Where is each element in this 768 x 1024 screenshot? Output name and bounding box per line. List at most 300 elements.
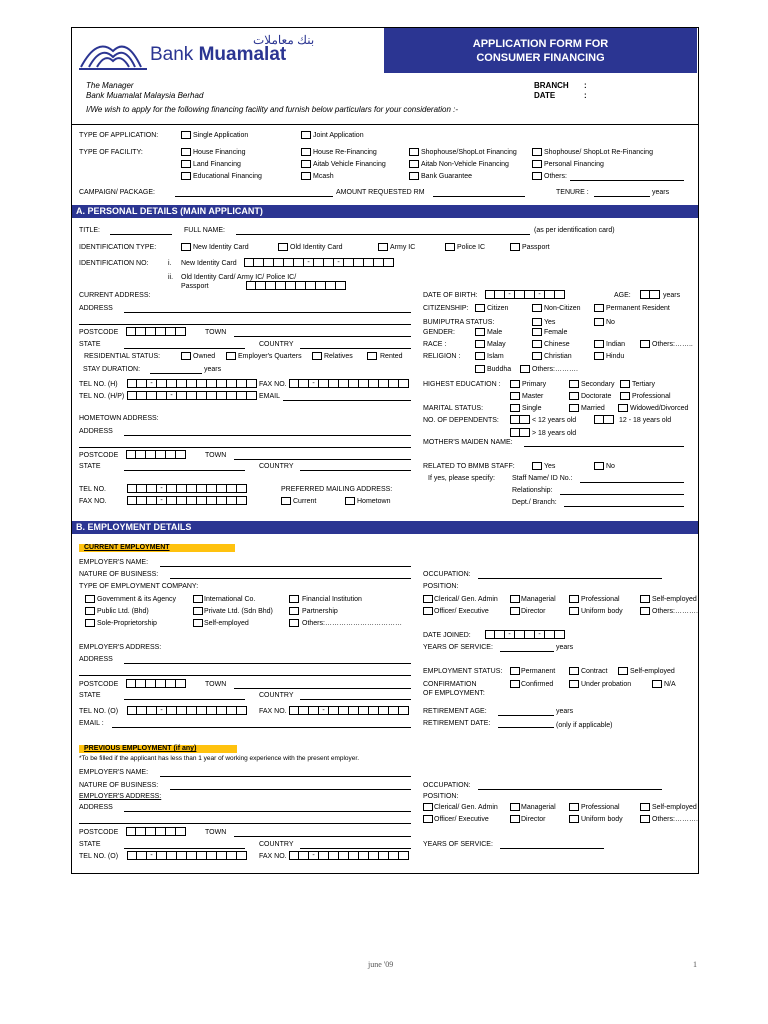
address-line-2[interactable] (79, 324, 411, 325)
email-input[interactable] (283, 400, 411, 401)
prev-years-service-label: YEARS OF SERVICE: (423, 841, 493, 848)
confirmed-label: Confirmed (521, 681, 554, 688)
prev-self-employed-label: Self-employed (652, 804, 697, 811)
employer-quarters-label: Employer's Quarters (238, 353, 302, 360)
house-refinancing-label: House Re-Financing (313, 149, 377, 156)
prev-employer-name-input[interactable] (160, 776, 411, 777)
police-ic-label: Police IC (457, 244, 486, 251)
dependents-lt12-box[interactable] (510, 415, 530, 424)
postcode-boxes[interactable] (126, 327, 186, 336)
prev-managerial-checkbox[interactable] (510, 803, 520, 811)
status-self-employed-checkbox[interactable] (618, 667, 628, 675)
prev-employer-name-label: EMPLOYER'S NAME: (79, 769, 149, 776)
hometown-address-label: HOMETOWN ADDRESS: (79, 415, 159, 422)
prev-postcode-label: POSTCODE (79, 829, 119, 836)
employer-address-line-2[interactable] (79, 675, 411, 676)
partnership-checkbox[interactable] (289, 607, 299, 615)
relatives-label: Relatives (324, 353, 353, 360)
new-ic-checkbox[interactable] (181, 243, 191, 251)
prev-position-others-label: Others:………. (652, 816, 698, 823)
prev-country-label: COUNTRY (259, 841, 294, 848)
na-checkbox[interactable] (652, 680, 662, 688)
position-others-checkbox[interactable] (640, 607, 650, 615)
chinese-checkbox[interactable] (532, 340, 542, 348)
rented-label: Rented (380, 353, 403, 360)
tel-h-label: TEL NO. (H) (79, 381, 118, 388)
staff-name-input[interactable] (580, 482, 684, 483)
mcash-checkbox[interactable] (301, 172, 311, 180)
footer-date: june '09 (368, 960, 394, 969)
hometown-town-input[interactable] (234, 459, 411, 460)
tel-hp-label: TEL NO. (H/P) (79, 393, 125, 400)
tenure-input[interactable] (594, 196, 650, 197)
race-label: RACE : (423, 341, 447, 348)
title-label: TITLE: (79, 227, 101, 234)
prev-town-label: TOWN (205, 829, 227, 836)
secondary-label: Secondary (581, 381, 615, 388)
edu-professional-label: Professional (632, 393, 671, 400)
facility-others-line[interactable] (570, 180, 684, 181)
employer-state-input[interactable] (124, 699, 245, 700)
dept-branch-input[interactable] (564, 506, 684, 507)
current-employment-header: CURRENT EMPLOYMENT (79, 544, 235, 552)
officer-label: Officer/ Executive (434, 608, 489, 615)
male-label: Male (487, 329, 503, 336)
prev-town-input[interactable] (234, 836, 411, 837)
maiden-name-input[interactable] (524, 446, 684, 447)
hometown-address-line-2[interactable] (79, 447, 411, 448)
amount-input[interactable] (433, 196, 525, 197)
religion-others-checkbox[interactable] (520, 365, 530, 373)
retirement-age-input[interactable] (498, 715, 554, 716)
title-input[interactable] (110, 234, 172, 235)
prev-tel-boxes[interactable]: - (127, 851, 247, 860)
employer-address-line-1[interactable] (124, 663, 411, 664)
prev-postcode-boxes[interactable] (126, 827, 186, 836)
house-financing-label: House Financing (193, 149, 246, 156)
permanent-label: Permanent (521, 668, 556, 675)
owned-label: Owned (193, 353, 216, 360)
race-others-label: Others:…….. (652, 341, 693, 348)
male-checkbox[interactable] (475, 328, 485, 336)
employer-address-label: EMPLOYER'S ADDRESS: (79, 644, 162, 651)
aitab-non-vehicle-checkbox[interactable] (409, 160, 419, 168)
age-label: AGE: (614, 292, 631, 299)
old-ic-label: Old Identity Card (290, 244, 343, 251)
years-of-service-years: years (556, 644, 574, 651)
related-no-label: No (606, 463, 615, 470)
probation-checkbox[interactable] (569, 680, 579, 688)
employer-tel-label: TEL NO. (O) (79, 708, 119, 715)
hometown-fax-boxes[interactable]: - (127, 496, 247, 505)
if-yes-label: If yes, please specify: (428, 475, 495, 482)
doctorate-checkbox[interactable] (569, 392, 579, 400)
position-others-label: Others:………. (652, 608, 698, 615)
employer-postcode-boxes[interactable] (126, 679, 186, 688)
islam-checkbox[interactable] (475, 352, 485, 360)
relationship-input[interactable] (560, 494, 684, 495)
personal-financing-checkbox[interactable] (532, 160, 542, 168)
prev-professional-checkbox[interactable] (569, 803, 579, 811)
prev-occupation-label: OCCUPATION: (423, 782, 471, 789)
email-label: EMAIL (259, 393, 281, 400)
marital-single-label: Single (522, 405, 542, 412)
address-label: ADDRESS (79, 305, 113, 312)
tenure-years-label: years (652, 189, 670, 196)
citizen-checkbox[interactable] (475, 304, 485, 312)
prev-self-employed-checkbox[interactable] (640, 803, 650, 811)
prev-uniform-checkbox[interactable] (569, 815, 579, 823)
new-ic-number-boxes[interactable]: - - (244, 258, 394, 267)
primary-checkbox[interactable] (510, 380, 520, 388)
married-checkbox[interactable] (569, 404, 579, 412)
shophouse-financing-label: Shophouse/ShopLot Financing (421, 149, 517, 156)
bank-guarantee-checkbox[interactable] (409, 172, 419, 180)
army-ic-label: Army IC (390, 244, 416, 251)
hometown-country-input[interactable] (300, 470, 411, 471)
dependents-12-18-label: 12 - 18 years old (619, 417, 672, 424)
buddha-label: Buddha (487, 366, 512, 373)
date-joined-boxes[interactable]: - - (485, 630, 565, 639)
related-yes-checkbox[interactable] (532, 462, 542, 470)
prev-state-label: STATE (79, 841, 101, 848)
employment-status-label: EMPLOYMENT STATUS: (423, 668, 503, 675)
joint-application-checkbox[interactable] (301, 131, 311, 139)
old-ic-number-boxes[interactable] (246, 281, 346, 290)
employer-email-input[interactable] (112, 727, 411, 728)
type-of-application-label: TYPE OF APPLICATION: (79, 132, 159, 139)
land-financing-checkbox[interactable] (181, 160, 191, 168)
if-applicable-label: (only if applicable) (556, 722, 613, 729)
marital-single-checkbox[interactable] (510, 404, 520, 412)
hometown-postcode-boxes[interactable] (126, 450, 186, 459)
single-application-label: Single Application (193, 132, 249, 139)
house-financing-checkbox[interactable] (181, 148, 191, 156)
hometown-state-label: STATE (79, 463, 101, 470)
of-employment-label: OF EMPLOYMENT: (423, 690, 485, 697)
prev-fax-boxes[interactable]: - (289, 851, 409, 860)
prev-occupation-input[interactable] (478, 789, 662, 790)
retirement-date-input[interactable] (498, 727, 554, 728)
nature-business-label: NATURE OF BUSINESS: (79, 571, 159, 578)
pr-checkbox[interactable] (594, 304, 604, 312)
noncitizen-label: Non-Citizen (544, 305, 581, 312)
bumi-yes-checkbox[interactable] (532, 318, 542, 326)
related-no-checkbox[interactable] (594, 462, 604, 470)
widowed-label: Widowed/Divorced (630, 405, 689, 412)
prev-nature-input[interactable] (170, 789, 411, 790)
date-label: DATE (534, 91, 556, 100)
mailing-current-checkbox[interactable] (281, 497, 291, 505)
employer-quarters-checkbox[interactable] (226, 352, 236, 360)
dependents-12-18-box[interactable] (594, 415, 614, 424)
form-title-2: CONSUMER FINANCING (476, 52, 605, 64)
officer-checkbox[interactable] (423, 607, 433, 615)
employer-town-input[interactable] (234, 688, 411, 689)
mcash-label: Mcash (313, 173, 334, 180)
rented-checkbox[interactable] (367, 352, 377, 360)
country-input[interactable] (300, 348, 411, 349)
confirmation-label: CONFIRMATION (423, 681, 477, 688)
passport2-label: Passport (181, 283, 209, 290)
owned-checkbox[interactable] (181, 352, 191, 360)
date-colon: : (584, 91, 587, 100)
partnership-label: Partnership (302, 608, 338, 615)
self-employed-checkbox[interactable] (640, 595, 650, 603)
intl-checkbox[interactable] (193, 595, 203, 603)
uniform-checkbox[interactable] (569, 607, 579, 615)
section-a-header: A. PERSONAL DETAILS (MAIN APPLICANT) (72, 205, 698, 218)
married-label: Married (581, 405, 605, 412)
employer-fax-label: FAX NO. (259, 708, 287, 715)
state-input[interactable] (124, 348, 245, 349)
prev-address-line-1[interactable] (124, 811, 411, 812)
aitab-vehicle-checkbox[interactable] (301, 160, 311, 168)
hometown-town-label: TOWN (205, 452, 227, 459)
branch-label: BRANCH (534, 81, 569, 90)
bank-name (150, 44, 286, 66)
contract-label: Contract (581, 668, 608, 675)
managerial-label: Managerial (521, 596, 556, 603)
old-ic-checkbox[interactable] (278, 243, 288, 251)
self-checkbox[interactable] (193, 619, 203, 627)
intl-label: International Co. (204, 596, 256, 603)
relationship-label: Relationship: (512, 487, 553, 494)
gender-label: GENDER: (423, 329, 455, 336)
relatives-checkbox[interactable] (312, 352, 322, 360)
prev-position-others-checkbox[interactable] (640, 815, 650, 823)
pr-label: Permanent Resident (606, 305, 670, 312)
buddha-checkbox[interactable] (475, 365, 485, 373)
edu-professional-checkbox[interactable] (620, 392, 630, 400)
id-no-ii: ii. (168, 274, 174, 281)
master-checkbox[interactable] (510, 392, 520, 400)
stay-years-label: years (204, 366, 222, 373)
hindu-label: Hindu (606, 353, 625, 360)
date-joined-label: DATE JOINED: (423, 632, 471, 639)
permanent-checkbox[interactable] (510, 667, 520, 675)
prev-state-input[interactable] (124, 848, 245, 849)
amount-label: AMOUNT REQUESTED RM (336, 189, 425, 196)
bank-name-b: Muamalat (198, 44, 287, 65)
divider (72, 124, 698, 125)
malay-label: Malay (487, 341, 506, 348)
fullname-input[interactable] (236, 234, 530, 235)
aitab-non-vehicle-label: Aitab Non-Vehicle Financing (421, 161, 509, 168)
religion-label: RELIGION : (423, 353, 461, 360)
prev-country-input[interactable] (300, 848, 411, 849)
retirement-age-years: years (556, 708, 574, 715)
prev-uniform-label: Uniform body (581, 816, 623, 823)
uniform-label: Uniform body (581, 608, 623, 615)
id-no-new-ic-label: New Identity Card (181, 260, 237, 267)
company-others-checkbox[interactable] (289, 619, 299, 627)
campaign-input[interactable] (175, 196, 333, 197)
educational-financing-checkbox[interactable] (181, 172, 191, 180)
prev-years-service-input[interactable] (500, 848, 604, 849)
fin-inst-checkbox[interactable] (289, 595, 299, 603)
christian-checkbox[interactable] (532, 352, 542, 360)
police-ic-checkbox[interactable] (445, 243, 455, 251)
pvt-checkbox[interactable] (193, 607, 203, 615)
noncitizen-checkbox[interactable] (532, 304, 542, 312)
highest-education-label: HIGHEST EDUCATION : (423, 381, 501, 388)
dependents-gt18-box[interactable] (510, 428, 530, 437)
self-label: Self-employed (204, 620, 249, 627)
bumiputra-label: BUMIPUTRA STATUS: (423, 319, 495, 326)
age-years-label: years (663, 292, 681, 299)
hometown-country-label: COUNTRY (259, 463, 294, 470)
hometown-fax-label: FAX NO. (79, 498, 107, 505)
employer-state-label: STATE (79, 692, 101, 699)
stay-duration-input[interactable] (150, 373, 202, 374)
fullname-label: FULL NAME: (184, 227, 225, 234)
employer-name-input[interactable] (160, 566, 411, 567)
secondary-checkbox[interactable] (569, 380, 579, 388)
employer-country-input[interactable] (300, 699, 411, 700)
clerical-label: Clerical/ Gen. Admin (434, 596, 498, 603)
id-no-i: i. (168, 260, 172, 267)
malay-checkbox[interactable] (475, 340, 485, 348)
tel-hp-boxes[interactable]: - (127, 391, 257, 400)
prev-director-checkbox[interactable] (510, 815, 520, 823)
preferred-mailing-label: PREFERRED MAILING ADDRESS: (281, 486, 393, 493)
retirement-date-label: RETIREMENT DATE: (423, 720, 491, 727)
dob-label: DATE OF BIRTH: (423, 292, 478, 299)
position-label: POSITION: (423, 583, 459, 590)
professional-checkbox[interactable] (569, 595, 579, 603)
prev-officer-label: Officer/ Executive (434, 816, 489, 823)
campaign-label: CAMPAIGN/ PACKAGE: (79, 189, 155, 196)
army-ic-checkbox[interactable] (378, 243, 388, 251)
branch-colon: : (584, 81, 587, 90)
country-label: COUNTRY (259, 341, 294, 348)
tertiary-label: Tertiary (632, 381, 655, 388)
staff-name-label: Staff Name/ ID No.: (512, 475, 573, 482)
mailing-hometown-checkbox[interactable] (345, 497, 355, 505)
form-title (384, 28, 697, 73)
director-checkbox[interactable] (510, 607, 520, 615)
retirement-age-label: RETIREMENT AGE: (423, 708, 487, 715)
plc-label: Public Ltd. (Bhd) (97, 608, 149, 615)
id-type-label: IDENTIFICATION TYPE: (79, 244, 157, 251)
hindu-checkbox[interactable] (594, 352, 604, 360)
dept-branch-label: Dept./ Branch: (512, 499, 557, 506)
indian-label: Indian (606, 341, 626, 348)
confirmed-checkbox[interactable] (510, 680, 520, 688)
single-application-checkbox[interactable] (181, 131, 191, 139)
type-of-facility-label: TYPE OF FACILITY: (79, 149, 143, 156)
prev-fax-label: FAX NO. (259, 853, 287, 860)
tertiary-checkbox[interactable] (620, 380, 630, 388)
prev-officer-checkbox[interactable] (423, 815, 433, 823)
gov-checkbox[interactable] (85, 595, 95, 603)
prev-clerical-checkbox[interactable] (423, 803, 433, 811)
employer-tel-boxes[interactable]: - (127, 706, 247, 715)
hometown-state-input[interactable] (124, 470, 245, 471)
fax-boxes[interactable]: - (289, 379, 409, 388)
employer-country-label: COUNTRY (259, 692, 294, 699)
islam-label: Islam (487, 353, 504, 360)
prev-address-line-2[interactable] (79, 823, 411, 824)
professional-label: Professional (581, 596, 620, 603)
bank-arabic: بنك معاملات (253, 33, 315, 47)
doctorate-label: Doctorate (581, 393, 612, 400)
facility-others-checkbox[interactable] (532, 172, 542, 180)
address-line-1[interactable] (124, 312, 411, 313)
managerial-checkbox[interactable] (510, 595, 520, 603)
tel-h-boxes[interactable]: - (127, 379, 257, 388)
years-of-service-input[interactable] (500, 651, 554, 652)
hometown-postcode-label: POSTCODE (79, 452, 119, 459)
employer-address-label-2: ADDRESS (79, 656, 113, 663)
fax-label: FAX NO. (259, 381, 287, 388)
prev-position-label: POSITION: (423, 793, 459, 800)
dob-boxes[interactable]: - - (485, 290, 565, 299)
type-company-label: TYPE OF EMPLOYMENT COMPANY: (79, 583, 199, 590)
race-others-checkbox[interactable] (640, 340, 650, 348)
town-input[interactable] (234, 336, 411, 337)
shophouse-financing-checkbox[interactable] (409, 148, 419, 156)
prev-address-label: ADDRESS (79, 804, 113, 811)
employer-postcode-label: POSTCODE (79, 681, 119, 688)
sole-checkbox[interactable] (85, 619, 95, 627)
master-label: Master (522, 393, 544, 400)
bank-name-a: Bank (150, 44, 199, 65)
contract-checkbox[interactable] (569, 667, 579, 675)
personal-financing-label: Personal Financing (544, 161, 604, 168)
occupation-input[interactable] (478, 578, 662, 579)
years-of-service-label: YEARS OF SERVICE: (423, 644, 493, 651)
prev-clerical-label: Clerical/ Gen. Admin (434, 804, 498, 811)
female-checkbox[interactable] (532, 328, 542, 336)
indian-checkbox[interactable] (594, 340, 604, 348)
age-boxes[interactable] (640, 290, 660, 299)
shophouse-refinancing-checkbox[interactable] (532, 148, 542, 156)
prev-employer-address-label: EMPLOYER'S ADDRESS: (79, 793, 162, 800)
bumi-no-checkbox[interactable] (594, 318, 604, 326)
as-per-ic-label: (as per identification card) (534, 227, 615, 234)
aitab-vehicle-label: Aitab Vehicle Financing (313, 161, 386, 168)
dependents-gt18-label: > 18 years old (532, 430, 577, 437)
prev-tel-label: TEL NO. (O) (79, 853, 119, 860)
bank-full-name: Bank Muamalat Malaysia Berhad (86, 91, 204, 100)
land-financing-label: Land Financing (193, 161, 241, 168)
passport-checkbox[interactable] (510, 243, 520, 251)
page-number: 1 (693, 960, 697, 969)
citizenship-label: CITIZENSHIP: (423, 305, 469, 312)
marital-status-label: MARITAL STATUS: (423, 405, 484, 412)
hometown-tel-boxes[interactable]: - (127, 484, 247, 493)
section-b-header: B. EMPLOYMENT DETAILS (72, 521, 698, 534)
widowed-checkbox[interactable] (618, 404, 628, 412)
plc-checkbox[interactable] (85, 607, 95, 615)
residential-status-label: RESIDENTIAL STATUS: (84, 353, 161, 360)
town-label: TOWN (205, 329, 227, 336)
previous-note: *To be filled if the applicant has less than 1 year of working experience with the present employer. (79, 755, 360, 762)
employer-fax-boxes[interactable]: - (289, 706, 409, 715)
mailing-hometown-label: Hometown (357, 498, 391, 505)
related-yes-label: Yes (544, 463, 556, 470)
clerical-checkbox[interactable] (423, 595, 433, 603)
female-label: Female (544, 329, 568, 336)
house-refinancing-checkbox[interactable] (301, 148, 311, 156)
hometown-address-line-1[interactable] (124, 435, 411, 436)
dependents-label: NO. OF DEPENDENTS: (423, 417, 499, 424)
form-title-1: APPLICATION FORM FOR (472, 38, 609, 50)
nature-business-input[interactable] (170, 578, 411, 579)
postcode-label: POSTCODE (79, 329, 119, 336)
